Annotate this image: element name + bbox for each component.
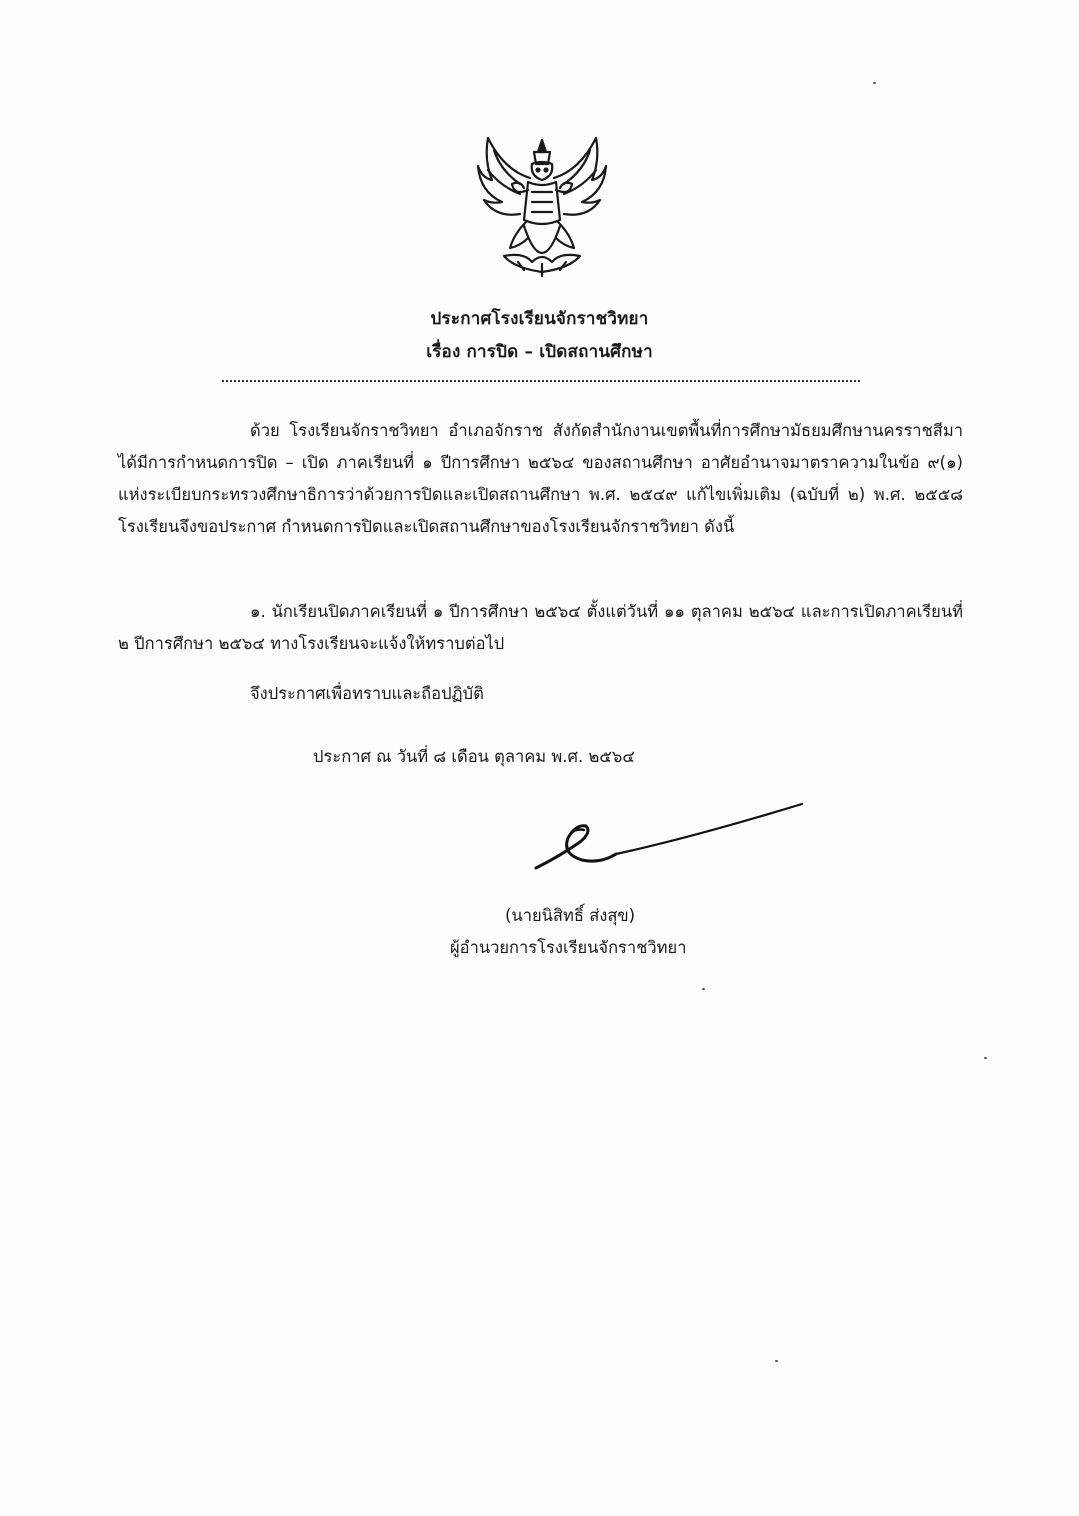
- paper-speck: [873, 82, 876, 84]
- announcement-date: ประกาศ ณ วันที่ ๘ เดือน ตุลาคม พ.ศ. ๒๕๖๔: [313, 747, 635, 766]
- paper-speck: [702, 988, 705, 990]
- paper-speck: [775, 1360, 778, 1362]
- body-paragraph-2: [118, 596, 963, 660]
- signatory-name: (นายนิสิทธิ์ ส่งสุข): [505, 906, 636, 925]
- announcement-title: ประกาศโรงเรียนจักราชวิทยา: [430, 309, 649, 329]
- signatory-position: ผู้อำนวยการโรงเรียนจักราชวิทยา: [450, 938, 687, 957]
- dotted-separator: [222, 380, 860, 382]
- garuda-emblem: [474, 130, 610, 280]
- announcement-subject: เรื่อง การปิด – เปิดสถานศึกษา: [426, 342, 653, 362]
- closing-statement: จึงประกาศเพื่อทราบและถือปฏิบัติ: [250, 684, 484, 703]
- handwritten-signature: [530, 798, 810, 878]
- paragraph-1-text: ด้วย โรงเรียนจักราชวิทยา อำเภอจักราช สังกัดสำนักงานเขตพื้นที่การศึกษามัธยมศึกษานครราชสีมา ได้มีการกำหนดการปิด – เปิด ภาคเรียนที่ ๑ ปีการศึกษา ๒๕๖๔ ของสถานศึกษา อาศัยอำนาจมาตราความในข้อ ๙(๑) แห่งระเบียบกระทรวงศึกษาธิการว่าด้วยการปิดและเปิดสถานศึกษา พ.ศ. ๒๕๔๙ แก้ไขเพิ่มเติม (ฉบับที่ ๒) พ.ศ. ๒๕๕๘ โรงเรียนจึงขอประกาศ กำหนดการปิดและเปิดสถานศึกษาของโรงเรียนจักราชวิทยา ดังนี้: [118, 421, 963, 536]
- paper-speck: [984, 1057, 987, 1059]
- body-paragraph-1: [118, 415, 963, 543]
- paragraph-2-text: ๑. นักเรียนปิดภาคเรียนที่ ๑ ปีการศึกษา ๒๕๖๔ ตั้งแต่วันที่ ๑๑ ตุลาคม ๒๕๖๔ และการเปิดภาคเรียนที่ ๒ ปีการศึกษา ๒๕๖๔ ทางโรงเรียนจะแจ้งให้ทราบต่อไป: [118, 602, 963, 653]
